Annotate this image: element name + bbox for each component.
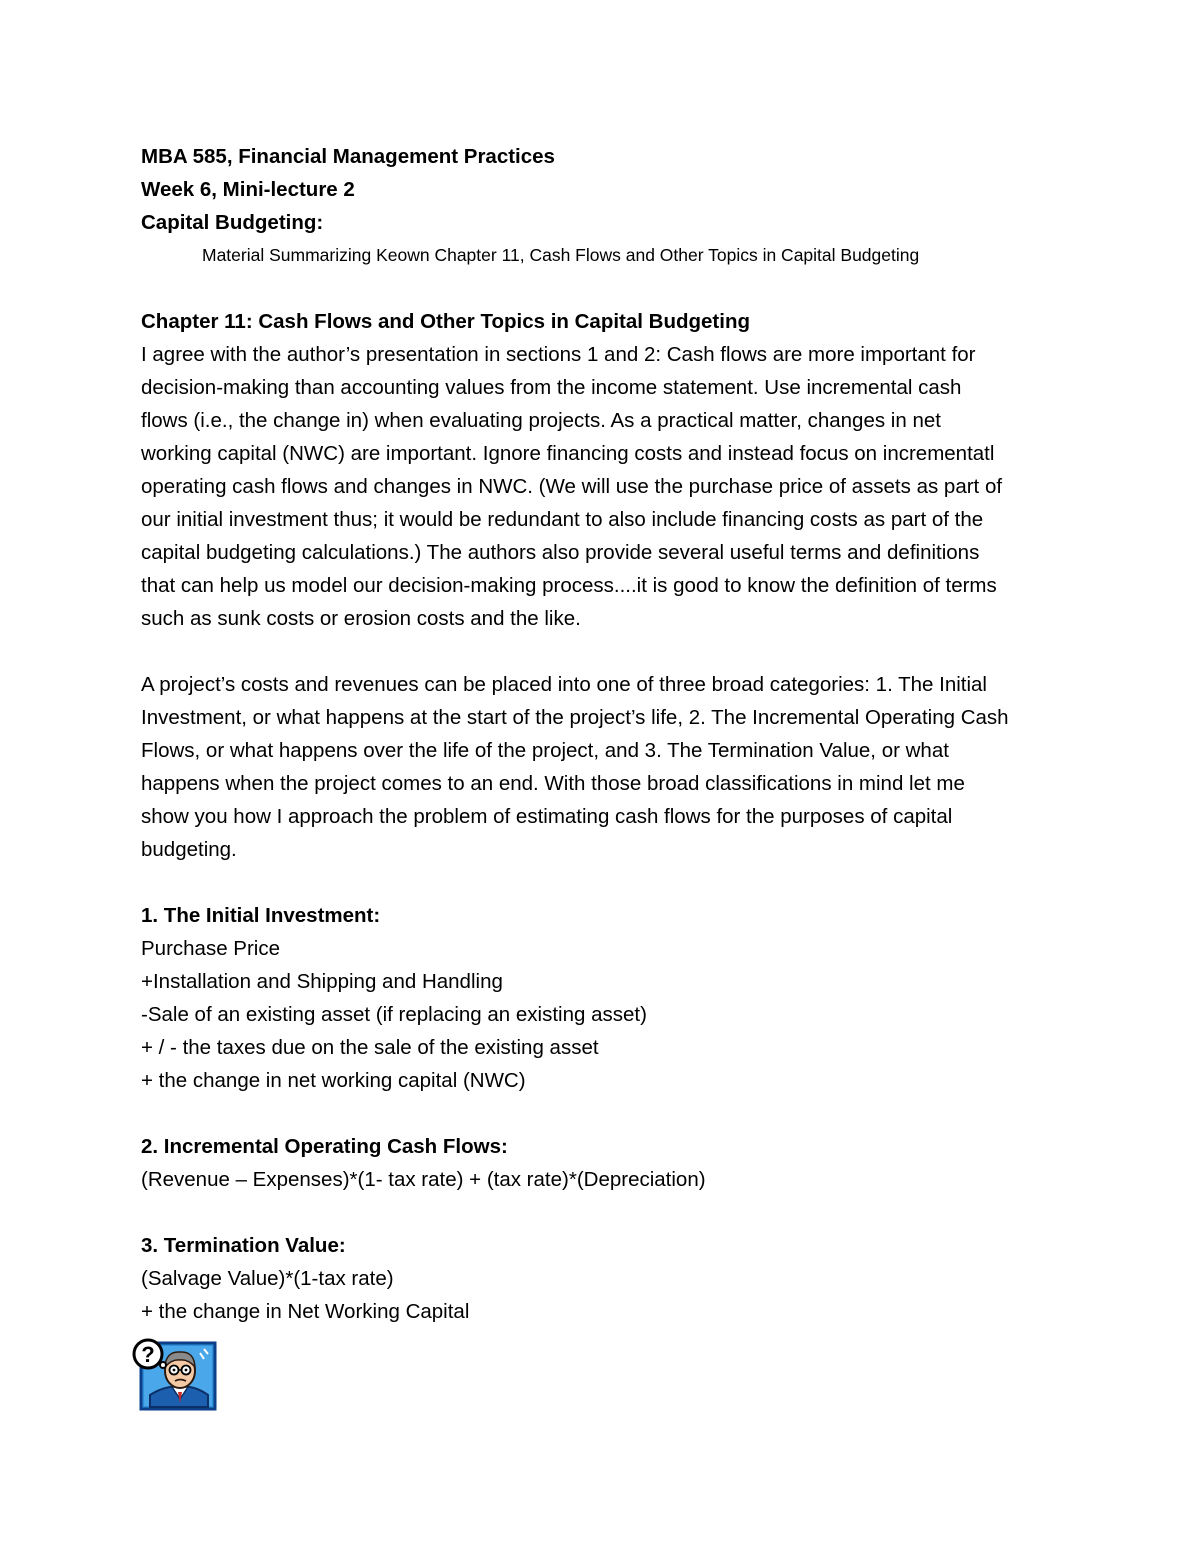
spacer — [141, 272, 1071, 305]
list-item: (Salvage Value)*(1-tax rate) — [141, 1267, 394, 1290]
spacer — [141, 635, 1071, 668]
termination-value-heading: 3. Termination Value: — [141, 1234, 346, 1257]
paragraph-line: our initial investment thus; it would be redundant to also include financing costs as part of the — [141, 508, 984, 531]
list-item: Purchase Price — [141, 937, 281, 960]
paragraph-line: operating cash flows and changes in NWC. (We will use the purchase price of assets as part of — [141, 475, 1003, 498]
subtitle: Material Summarizing Keown Chapter 11, Cash Flows and Other Topics in Capital Budgeting — [202, 245, 920, 265]
paragraph-line: Investment, or what happens at the start of the project’s life, 2. The Incremental Operating Cash — [141, 706, 1009, 729]
paragraph-line: capital budgeting calculations.) The authors also provide several useful terms and definitions — [141, 541, 980, 564]
paragraph-line: A project’s costs and revenues can be placed into one of three broad categories: 1. The Initial — [141, 673, 987, 696]
paragraph-line: that can help us model our decision-making process....it is good to know the definition of terms — [141, 574, 997, 597]
paragraph-1 — [141, 338, 1071, 635]
list-item: -Sale of an existing asset (if replacing an existing asset) — [141, 1003, 647, 1026]
week-title: Week 6, Mini-lecture 2 — [141, 178, 355, 201]
paragraph-line: budgeting. — [141, 838, 237, 861]
operating-cash-flows-formula: (Revenue – Expenses)*(1- tax rate) + (tax rate)*(Depreciation) — [141, 1168, 706, 1191]
operating-cash-flows-heading: 2. Incremental Operating Cash Flows: — [141, 1135, 508, 1158]
paragraph-line: Flows, or what happens over the life of the project, and 3. The Termination Value, or what — [141, 739, 949, 762]
paragraph-line: happens when the project comes to an end. With those broad classifications in mind let me — [141, 772, 965, 795]
paragraph-line: show you how I approach the problem of estimating cash flows for the purposes of capital — [141, 805, 953, 828]
spacer — [141, 1097, 1071, 1130]
initial-investment-heading: 1. The Initial Investment: — [141, 904, 381, 927]
paragraph-line: working capital (NWC) are important. Ignore financing costs and instead focus on incrementatl — [141, 442, 995, 465]
paragraph-line: such as sunk costs or erosion costs and the like. — [141, 607, 581, 630]
paragraph-line: I agree with the author’s presentation in sections 1 and 2: Cash flows are more important for — [141, 343, 976, 366]
spacer — [141, 866, 1071, 899]
svg-text:?: ? — [141, 1342, 155, 1367]
paragraph-line: flows (i.e., the change in) when evaluating projects. As a practical matter, changes in net — [141, 409, 941, 432]
chapter-heading: Chapter 11: Cash Flows and Other Topics in Capital Budgeting — [141, 310, 750, 333]
confused-person-question-icon — [128, 1337, 220, 1413]
list-item: + the change in net working capital (NWC) — [141, 1069, 526, 1092]
list-item: + the change in Net Working Capital — [141, 1300, 470, 1323]
list-item: +Installation and Shipping and Handling — [141, 970, 503, 993]
topic-title: Capital Budgeting: — [141, 211, 324, 234]
paragraph-2 — [141, 668, 1071, 866]
spacer — [141, 1196, 1071, 1229]
document-page — [141, 140, 1071, 1328]
course-title: MBA 585, Financial Management Practices — [141, 145, 555, 168]
list-item: + / - the taxes due on the sale of the existing asset — [141, 1036, 599, 1059]
paragraph-line: decision-making than accounting values from the income statement. Use incremental cash — [141, 376, 962, 399]
